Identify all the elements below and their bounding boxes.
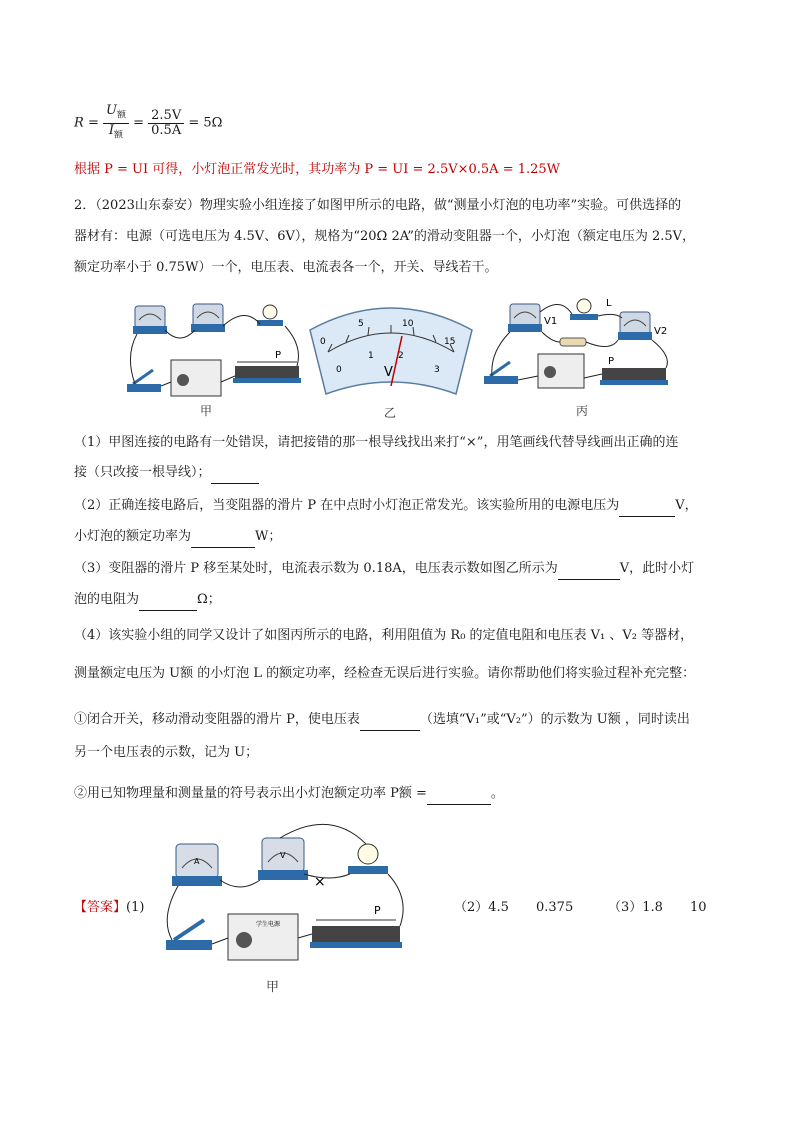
formula-eq1: = <box>87 115 99 131</box>
q1-line-a: （1）甲图连接的电路有一处错误，请把接错的那一根导线找出来打“×”，用笔画线代替导线画出正确的连 <box>74 435 679 450</box>
label-v2: V2 <box>654 326 668 337</box>
answer-fig-label-jia: 甲 <box>266 980 280 995</box>
figure-bing-circuit <box>480 292 680 416</box>
power-supply-icon <box>538 354 584 388</box>
answer-part3: （3）1.8 <box>608 900 663 915</box>
label-l: L <box>606 298 612 309</box>
fig-label-yi: 乙 <box>384 406 397 420</box>
label-p-answer: P <box>374 904 381 917</box>
q2-line-a: （2）正确连接电路后，当变阻器的滑片 P 在中点时小灯泡正常发光。该实验所用的电源电压为 V， <box>74 496 698 517</box>
step2-line: ②用已知物理量和测量量的符号表示出小灯泡额定功率 P额 = 。 <box>74 784 504 805</box>
fig-label-jia: 甲 <box>200 404 213 418</box>
label-p-bing: P <box>608 356 615 367</box>
rheostat-icon <box>600 368 668 385</box>
answer-blank-q2-power[interactable] <box>191 527 255 548</box>
question-intro-2: 器材有：电源（可选电压为 4.5V、6V），规格为“20Ω 2A”的滑动变阻器一个，小灯泡（额定电压为 2.5V， <box>74 229 696 244</box>
power-supply-icon <box>171 360 221 396</box>
meter-top-10: 10 <box>402 319 414 329</box>
label-p: P <box>275 350 282 361</box>
formula-fraction-values: $\frac{2.5V}{0.5A}$ <box>148 109 184 138</box>
label-a: A <box>194 857 200 866</box>
bulb-icon <box>348 844 388 874</box>
answer-part1: (1) <box>126 900 145 915</box>
switch-icon <box>166 920 212 950</box>
power-line: 根据 P = UI 可得，小灯泡正常发光时，其功率为 P = UI = 2.5V×0.5A = 1.25W <box>74 162 561 177</box>
answer-blank-step2[interactable] <box>427 784 491 805</box>
voltmeter-v2-icon <box>618 312 652 340</box>
answer-part3-resistance: 10 <box>690 900 707 915</box>
rheostat-icon <box>310 920 402 948</box>
voltmeter-icon <box>191 304 225 332</box>
q2-line-b: 小灯泡的额定功率为 W； <box>74 527 281 548</box>
label-v1: V1 <box>544 316 558 327</box>
answer-blank-q3-voltage[interactable] <box>558 559 620 580</box>
q3-line-b: 泡的电阻为 Ω； <box>74 590 221 611</box>
answer-blank-q3-resistance[interactable] <box>139 590 197 611</box>
q1-line-b: 接（只改接一根导线）； <box>74 463 259 484</box>
meter-top-15: 15 <box>444 337 456 347</box>
answer-line <box>74 898 144 918</box>
voltmeter-v1-icon <box>508 304 542 332</box>
step1-line-a: ①闭合开关，移动滑动变阻器的滑片 P，使电压表 （选填“V₁”或“V₂”）的示数为 U额 ，同时读出 <box>74 710 690 731</box>
meter-bottom-1: 1 <box>368 351 374 361</box>
rheostat-icon <box>233 362 301 383</box>
q4-line-a: （4）该实验小组的同学又设计了如图丙所示的电路，利用阻值为 R₀ 的定值电阻和电压表 V₁ 、V₂ 等器材， <box>74 628 694 643</box>
answer-blank-step1[interactable] <box>360 710 420 731</box>
formula-r: R <box>74 115 84 131</box>
power-supply-icon <box>228 914 298 960</box>
meter-unit: V <box>384 365 393 380</box>
figure-yi-voltmeter-dial <box>306 300 476 398</box>
label-v: V <box>280 851 286 860</box>
cross-mark: × <box>314 874 326 890</box>
bulb-icon <box>257 305 283 326</box>
meter-bottom-2: 2 <box>398 351 404 361</box>
label-supply: 学生电源 <box>256 921 281 928</box>
q4-line-b: 测量额定电压为 U额 的小灯泡 L 的额定功率，经检查无误后进行实验。请你帮助他们将实验过程补充完整： <box>74 666 696 681</box>
switch-icon <box>484 362 518 384</box>
bulb-l-icon <box>570 299 598 320</box>
figure-jia-circuit <box>125 296 305 416</box>
meter-bottom-3: 3 <box>434 365 440 375</box>
formula-eq2: = <box>133 115 145 131</box>
formula-resistance <box>74 104 222 142</box>
answer-blank-q1[interactable] <box>211 463 259 484</box>
meter-bottom-0: 0 <box>336 365 342 375</box>
step1-line-b: 另一个电压表的示数，记为 U； <box>74 745 259 760</box>
question-intro-3: 额定功率小于 0.75W）一个，电压表、电流表各一个，开关、导线若干。 <box>74 260 498 275</box>
formula-result: = 5Ω <box>188 115 223 131</box>
fig-label-bing: 丙 <box>576 404 589 418</box>
meter-top-zero: 0 <box>320 337 326 347</box>
answer-figure-jia-corrected <box>160 818 410 980</box>
q3-line-a: （3）变阻器的滑片 P 移至某处时，电流表示数为 0.18A，电压表示数如图乙所示为 V，此时小灯 <box>74 559 694 580</box>
answer-part2-power: 0.375 <box>536 900 574 915</box>
answer-label: 【答案】 <box>74 900 127 915</box>
question-intro-1: 2．（2023山东泰安）物理实验小组连接了如图甲所示的电路，做“测量小灯泡的电功率”实验。可供选择的 <box>74 198 682 213</box>
ammeter-icon <box>133 306 167 334</box>
answer-blank-q2-voltage[interactable] <box>619 496 675 517</box>
answer-part2: （2）4.5 <box>454 900 509 915</box>
meter-top-5: 5 <box>358 319 364 329</box>
resistor-r0-icon <box>560 338 586 346</box>
formula-fraction-ui: $\frac{U_额}{I_额}$ <box>103 104 129 142</box>
